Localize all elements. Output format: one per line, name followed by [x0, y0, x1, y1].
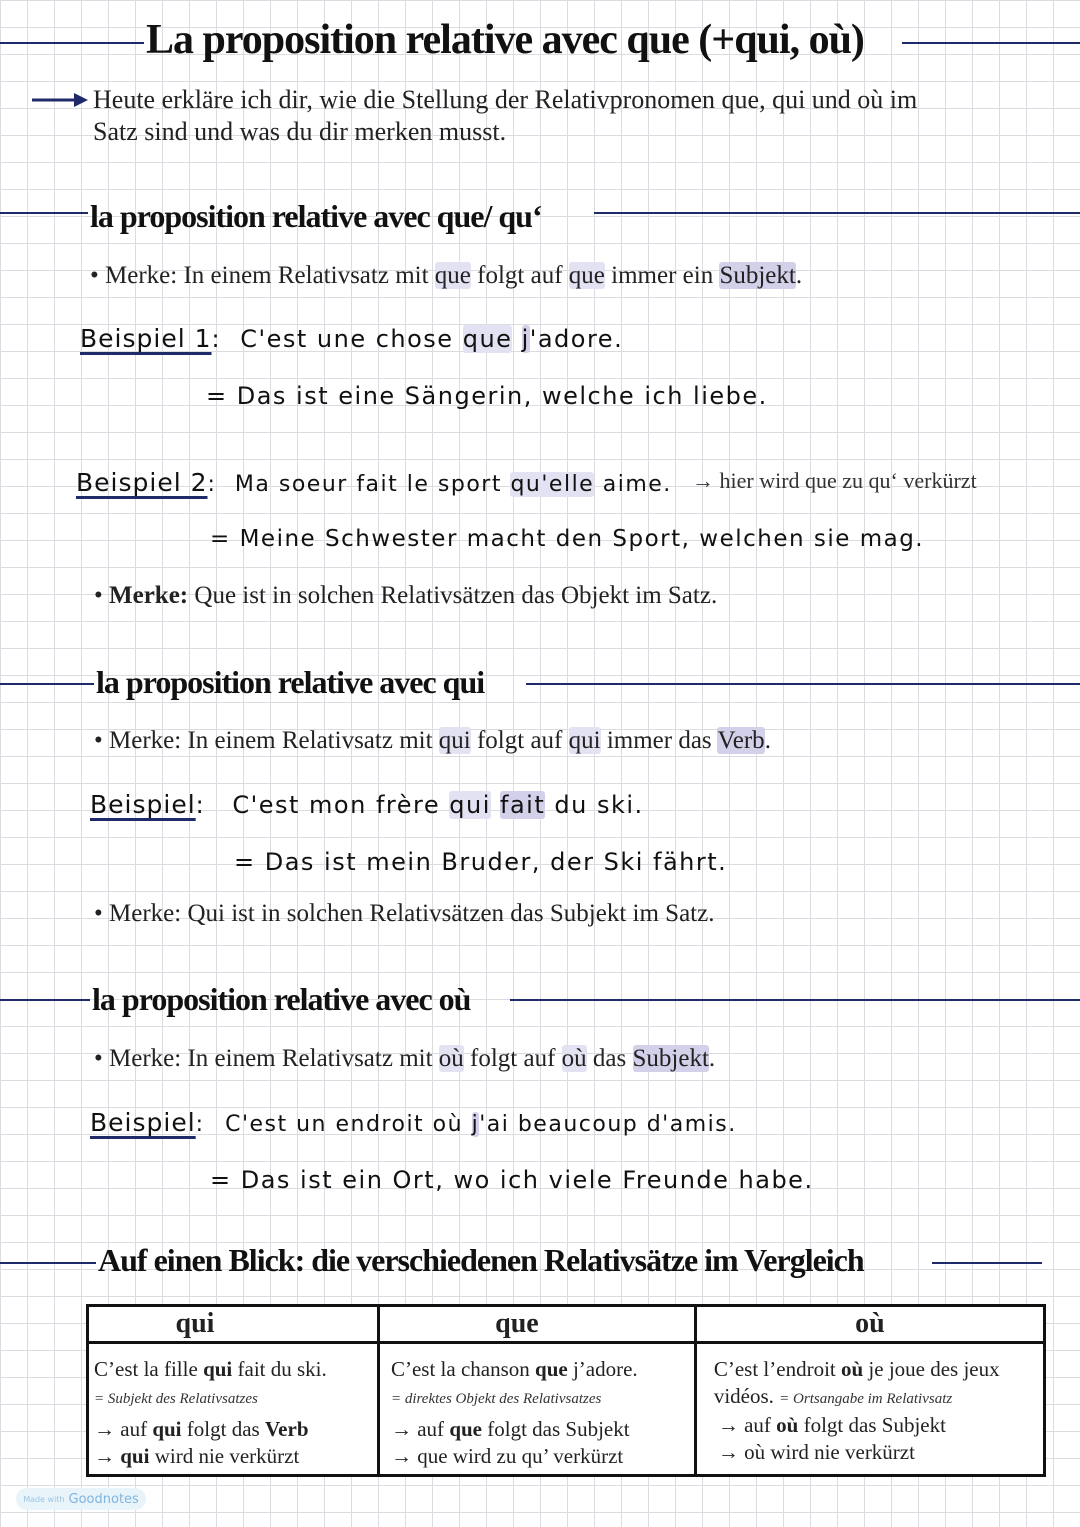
- ou-rule-right: [510, 999, 1080, 1001]
- overview-rule-left: [0, 1262, 96, 1264]
- qui-merke-1: • Merke: In einem Relativsatz mit qui folgt auf qui immer das Verb.: [94, 727, 771, 754]
- intro-line-2: Satz sind und was du dir merken musst.: [93, 117, 507, 146]
- title-rule-right: [902, 42, 1080, 44]
- ou-merke-1: • Merke: In einem Relativsatz mit où folgt auf où das Subjekt.: [94, 1045, 716, 1072]
- table-header-row: [88, 1306, 1045, 1343]
- qui-example: Beispiel: C'est mon frère qui fait du ski.: [90, 790, 644, 819]
- qui-section-heading: la proposition relative avec qui: [96, 664, 485, 700]
- page-title: La proposition relative avec que (+qui, où): [146, 17, 864, 63]
- overview-heading: Auf einen Blick: die verschiedenen Relativsätze im Vergleich: [98, 1242, 864, 1278]
- ou-section-heading: la proposition relative avec où: [92, 981, 471, 1017]
- que-section-heading: la proposition relative avec que/ qu‘: [90, 198, 542, 234]
- que-rule-right: [594, 212, 1080, 214]
- que-merke-2: • Merke: Que ist in solchen Relativsätzen das Objekt im Satz.: [94, 582, 718, 609]
- intro-arrow-icon: [30, 90, 90, 110]
- example-label: Beispiel 2: [76, 468, 208, 497]
- ou-rule-left: [0, 999, 90, 1001]
- cell-que: C’est la chanson que j’adore. = direktes Objekt des Relativsatzes → auf que folgt das Subjekt → que wird zu qu’ verkürzt: [378, 1343, 695, 1476]
- ou-example: Beispiel: C'est un endroit où j'ai beaucoup d'amis.: [90, 1108, 737, 1137]
- example-label: Beispiel: [90, 1108, 196, 1137]
- que-example-1: Beispiel 1: C'est une chose que j'adore.: [80, 324, 624, 353]
- cell-qui: C’est la fille qui fait du ski. = Subjekt des Relativsatzes → auf qui folgt das Verb → qui wird nie verkürzt: [88, 1343, 379, 1476]
- ou-example-translation: = Das ist ein Ort, wo ich viele Freunde habe.: [210, 1166, 814, 1194]
- table-row: [88, 1343, 1045, 1476]
- que-rule-left: [0, 212, 88, 214]
- que-example-2-translation: = Meine Schwester macht den Sport, welchen sie mag.: [210, 526, 925, 552]
- example-label: Beispiel 1: [80, 324, 212, 353]
- overview-rule-right: [932, 1262, 1042, 1264]
- column-header-que: que: [378, 1306, 695, 1343]
- que-example-2-note: → hier wird que zu qu‘ verkürzt: [692, 468, 977, 493]
- qui-rule-right: [526, 683, 1080, 685]
- qui-example-translation: = Das ist mein Bruder, der Ski fährt.: [234, 848, 728, 876]
- column-header-ou: où: [695, 1306, 1044, 1343]
- example-label: Beispiel: [90, 790, 196, 819]
- title-rule-left: [0, 42, 144, 44]
- goodnotes-badge[interactable]: Made with Goodnotes: [16, 1488, 146, 1510]
- que-example-1-translation: = Das ist eine Sängerin, welche ich liebe.: [206, 382, 768, 410]
- column-header-qui: qui: [88, 1306, 379, 1343]
- que-example-2: Beispiel 2: Ma soeur fait le sport qu'elle aime.: [76, 468, 672, 497]
- qui-merke-2: • Merke: Qui ist in solchen Relativsätzen das Subjekt im Satz.: [94, 900, 715, 927]
- que-merke-1: • Merke: In einem Relativsatz mit que folgt auf que immer ein Subjekt.: [90, 262, 803, 289]
- intro-line-1: Heute erkläre ich dir, wie die Stellung der Relativpronomen que, qui und où im: [93, 85, 918, 114]
- cell-ou: C’est l’endroit où je joue des jeux vidéos. = Ortsangabe im Relativsatz → auf où folgt das Subjekt → où wird nie verkürzt: [695, 1343, 1044, 1476]
- comparison-table: [86, 1304, 1046, 1477]
- qui-rule-left: [0, 683, 94, 685]
